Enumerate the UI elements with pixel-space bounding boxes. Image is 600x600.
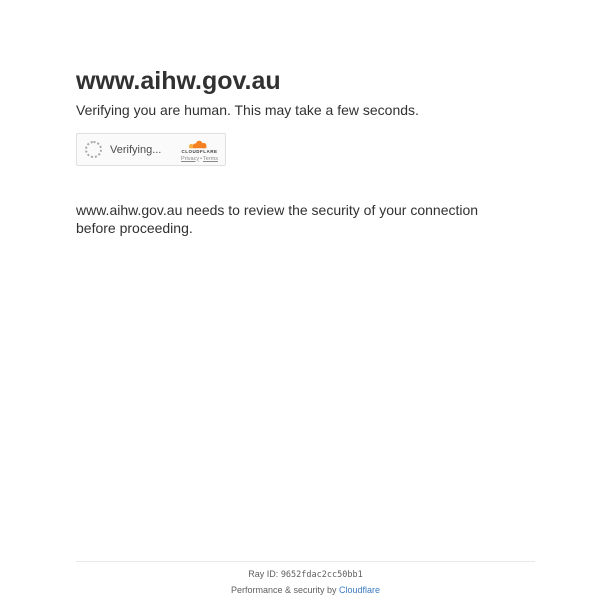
verifying-subtitle: Verifying you are human. This may take a few seconds.	[76, 102, 419, 118]
footer	[76, 561, 535, 595]
ray-id-label: Ray ID:	[248, 569, 279, 579]
privacy-link[interactable]: Privacy	[181, 155, 200, 162]
ray-id-line	[76, 570, 535, 580]
performance-text: Performance & security by	[230, 584, 337, 595]
widget-links	[181, 157, 218, 163]
security-review-text: www.aihw.gov.au needs to review the security of your connection before proceeding.	[76, 202, 479, 236]
links-separator: •	[200, 155, 203, 162]
cloudflare-link[interactable]: Cloudflare	[339, 584, 381, 595]
cloudflare-logo-icon	[187, 139, 212, 149]
performance-line	[76, 586, 535, 595]
cloudflare-turnstile-widget	[76, 133, 226, 166]
ray-id-value: 9652fdac2cc50bb1	[280, 570, 363, 580]
cloudflare-brand-label: CLOUDFLARE	[181, 149, 218, 154]
terms-link[interactable]: Terms	[203, 155, 218, 162]
verifying-spinner-icon	[85, 141, 102, 158]
page-title: www.aihw.gov.au	[76, 67, 281, 95]
main-content	[0, 66, 600, 237]
verifying-label: Verifying...	[110, 143, 162, 156]
cloudflare-branding	[181, 137, 218, 162]
widget-status	[85, 141, 161, 158]
